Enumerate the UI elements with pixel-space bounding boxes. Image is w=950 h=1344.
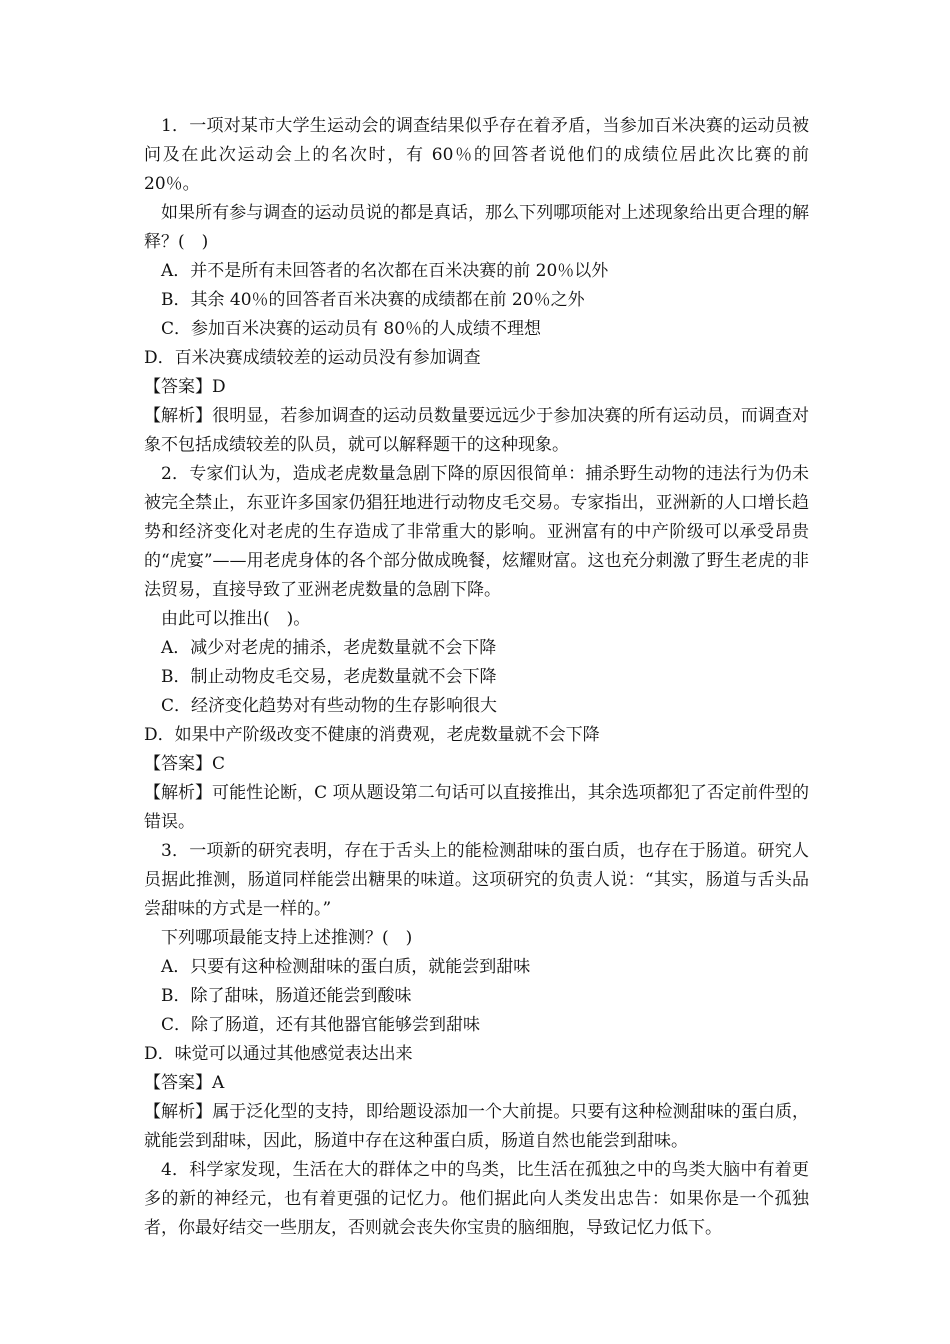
question-1 (144, 112, 809, 460)
option-a: A．减少对老虎的捕杀，老虎数量就不会下降 (161, 638, 497, 658)
question-prompt: 由此可以推出( )。 (161, 609, 311, 629)
option-d: D．如果中产阶级改变不健康的消费观，老虎数量就不会下降 (144, 725, 600, 745)
answer: 【答案】C (144, 754, 226, 774)
question-4 (144, 1156, 809, 1243)
option-b: B．制止动物皮毛交易，老虎数量就不会下降 (161, 667, 497, 687)
question-stem: 3．一项新的研究表明，存在于舌头上的能检测甜味的蛋白质，也存在于肠道。研究人员据此推测，肠道同样能尝出糖果的味道。这项研究的负责人说：“其实，肠道与舌头品尝甜味的方式是一样的。” (144, 841, 809, 919)
question-prompt: 如果所有参与调查的运动员说的都是真话，那么下列哪项能对上述现象给出更合理的解释？( ) (144, 203, 809, 252)
question-prompt: 下列哪项最能支持上述推测？( ) (161, 928, 413, 948)
question-2 (144, 460, 809, 837)
option-a: A．并不是所有未回答者的名次都在百米决赛的前 20％以外 (161, 261, 609, 281)
option-c: C．经济变化趋势对有些动物的生存影响很大 (161, 696, 498, 716)
option-b: B．其余 40％的回答者百米决赛的成绩都在前 20％之外 (161, 290, 585, 310)
analysis: 【解析】属于泛化型的支持，即给题设添加一个大前提。只要有这种检测甜味的蛋白质，就能尝到甜味，因此，肠道中存在这种蛋白质，肠道自然也能尝到甜味。 (144, 1102, 809, 1151)
option-d: D．百米决赛成绩较差的运动员没有参加调查 (144, 348, 481, 368)
option-b: B．除了甜味，肠道还能尝到酸味 (161, 986, 412, 1006)
answer: 【答案】D (144, 377, 226, 397)
question-stem: 1．一项对某市大学生运动会的调查结果似乎存在着矛盾，当参加百米决赛的运动员被问及在此次运动会上的名次时，有 60％的回答者说他们的成绩位居此次比赛的前 20％。 (144, 116, 809, 194)
answer: 【答案】A (144, 1073, 225, 1093)
option-c: C．参加百米决赛的运动员有 80％的人成绩不理想 (161, 319, 542, 339)
option-c: C．除了肠道，还有其他器官能够尝到甜味 (161, 1015, 481, 1035)
document-page (144, 112, 809, 1243)
question-stem: 2．专家们认为，造成老虎数量急剧下降的原因很简单：捕杀野生动物的违法行为仍未被完全禁止，东亚许多国家仍猖狂地进行动物皮毛交易。专家指出，亚洲新的人口增长趋势和经济变化对老虎的生存造成了非常重大的影响。亚洲富有的中产阶级可以承受昂贵的“虎宴”——用老虎身体的各个部分做成晚餐，炫耀财富。这也充分刺激了野生老虎的非法贸易，直接导致了亚洲老虎数量的急剧下降。 (144, 464, 809, 600)
analysis: 【解析】很明显，若参加调查的运动员数量要远远少于参加决赛的所有运动员，而调查对象不包括成绩较差的队员，就可以解释题干的这种现象。 (144, 406, 809, 455)
analysis: 【解析】可能性论断，C 项从题设第二句话可以直接推出，其余选项都犯了否定前件型的错误。 (144, 783, 809, 832)
question-3 (144, 837, 809, 1156)
option-a: A．只要有这种检测甜味的蛋白质，就能尝到甜味 (161, 957, 531, 977)
option-d: D．味觉可以通过其他感觉表达出来 (144, 1044, 413, 1064)
question-stem: 4．科学家发现，生活在大的群体之中的鸟类，比生活在孤独之中的鸟类大脑中有着更多的新的神经元，也有着更强的记忆力。他们据此向人类发出忠告：如果你是一个孤独者，你最好结交一些朋友，否则就会丧失你宝贵的脑细胞，导致记忆力低下。 (144, 1160, 809, 1238)
